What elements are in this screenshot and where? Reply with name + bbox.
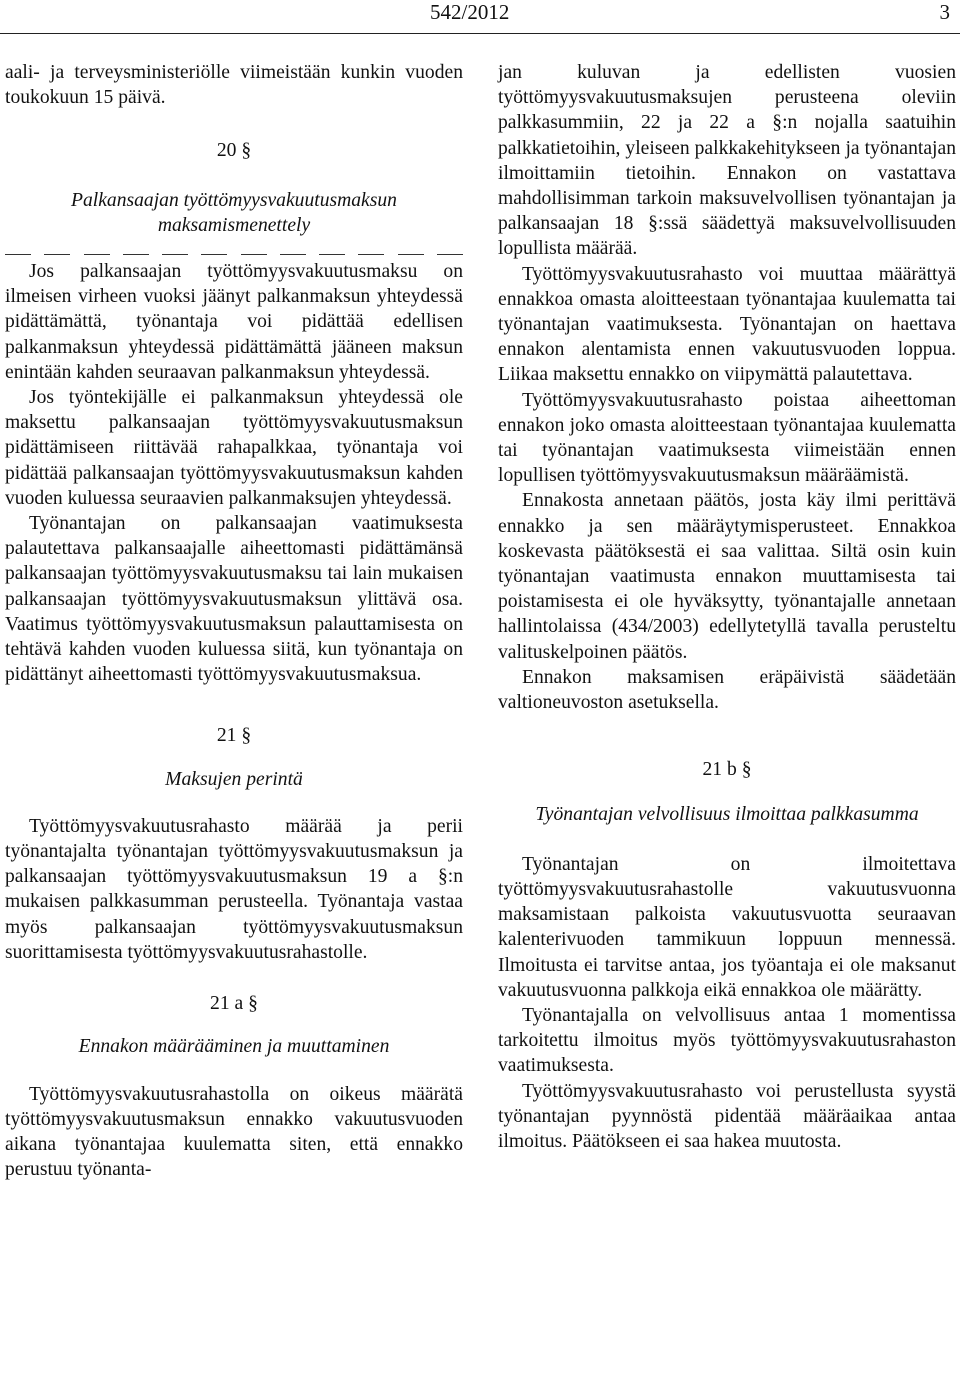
right-column	[498, 60, 956, 1154]
section-21b-paragraph-2: Työnantajalla on velvollisuus antaa 1 momentissa tarkoitettu ilmoitus myös työttömyysvakuutusrahaston vaatimuksesta.	[498, 1004, 956, 1077]
section-20-paragraph-2: Jos työntekijälle ei palkanmaksun yhteydessä ole maksettu palkansaajan työttömyysvakuutusmaksun pidättämiseen riittävää rahapalkkaa, työnantaja voi pidättää palkansaajan työttömyysvakuutusmaksun kahden vuoden kuluessa seuraavien palkanmaksujen yhteydessä.	[5, 387, 463, 509]
left-column	[5, 60, 463, 1182]
header-rule	[0, 33, 960, 34]
page-header	[0, 0, 960, 26]
section-20-paragraph-1: Jos palkansaajan työttömyysvakuutusmaksu on ilmeisen virheen vuoksi jäänyt palkanmaksun yhteydessä pidättämättä, työnantaja voi pidättää edellisen palkanmaksun yhteydessä pidättämättä jääneen maksun enintään kahden seuraavan palkanmaksun yhteydessä.	[5, 261, 463, 383]
continued-paragraph: jan kuluvan ja edellisten vuosien työttömyysvakuutusmaksujen perusteena oleviin palkkasummiin, 22 ja 22 a §:n nojalla saatuihin palkkatietoihin, yleiseen palkkakehitykseen ja työnantajan ilmoittamiin tietoihin. Ennakon on vastattava mahdollisimman tarkoin maksuvelvollisen työnantajan ja palkansaajan 18 §:ssä säädettyä maksuvelvollisuuden lopullista määrää.	[498, 62, 956, 260]
section-21a-paragraph-4: Ennakosta annetaan päätös, josta käy ilmi perittävä ennakko ja sen määräytymisperusteet. Ennakkoa koskevasta päätöksestä ei saa valittaa. Siltä osin kuin työnantajan vaatimusta ennakon muuttamisesta tai poistamisesta ei ole hyväksytty, työnantajalle annetaan hallintolaissa (434/2003) edellytetyllä tavalla perusteltu valituskelpoinen päätös.	[498, 490, 956, 663]
section-21a-paragraph-3: Työttömyysvakuutusrahasto poistaa aiheettoman ennakon joko omasta aloitteestaan työnantajaa kuulematta tai työnantajan vaatimuksesta viimeistään ennen lopullisen työttömyysvakuutusmaksun määräämistä.	[498, 389, 956, 487]
omitted-text-dashes	[5, 254, 463, 255]
section-21a-title: Ennakon määrääminen ja muuttaminen	[78, 1036, 390, 1058]
section-21b-paragraph-3: Työttömyysvakuutusrahasto voi perustellusta syystä työnantajan pyynnöstä pidentää määräaikaa antaa ilmoitus. Päätökseen ei saa hakea muutosta.	[498, 1080, 956, 1152]
section-21-title: Maksujen perintä	[165, 768, 303, 790]
section-21a-paragraph-5: Ennakon maksamisen eräpäivistä säädetään valtioneuvoston asetuksella.	[498, 666, 956, 714]
section-21a-number: 21 a §	[210, 993, 258, 1015]
section-21b-paragraph-1: Työnantajan on ilmoitettava työttömyysvakuutusrahastolle vakuutusvuonna maksamistaan palkoista vakuutusvuotta seuraavan kalenterivuoden tammikuun loppuun mennessä. Ilmoitusta ei tarvitse antaa, jos työantaja ei ole maksanut vakuutusvuonna palkkoja eikä ennakkoa ole määrätty.	[498, 853, 956, 1001]
section-21-paragraph-1: Työttömyysvakuutusrahasto määrää ja perii työnantajalta työnantajan työttömyysvakuutusmaksun ja palkansaajan työttömyysvakuutusmaksun 19 a §:n mukaisen palkkasumman perusteella. Työnantaja vastaa myös palkansaajan työttömyysvakuutusmaksun suorittamisesta työttömyysvakuutusrahastolle.	[5, 815, 463, 963]
intro-paragraph: aali- ja terveysministeriölle viimeistään kunkin vuoden toukokuun 15 päivä.	[5, 62, 463, 109]
section-21b-title: Työnantajan velvollisuus ilmoittaa palkkasumma	[535, 804, 919, 826]
section-21a-paragraph-1: Työttömyysvakuutusrahastolla on oikeus määrätä työttömyysvakuutusmaksun ennakko vakuutusvuoden aikana työnantajaa kuulematta siten, että ennakko perustuu työnanta-	[5, 1083, 463, 1181]
section-21a-paragraph-2: Työttömyysvakuutusrahasto voi muuttaa määrättyä ennakkoa omasta aloitteestaan työnantajaa kuulematta tai työnantajan vaatimuksesta. Työnantajan on haettava ennakon alentamista ennen vakuutusvuoden loppua. Liikaa maksettu ennakko on viipymättä palautettava.	[498, 263, 956, 386]
section-20-paragraph-3: Työnantajan on palkansaajan vaatimuksesta palautettava palkansaajalle aiheettomasti pidättämänsä palkansaajan työttömyysvakuutusmaksu tai lain mukaisen palkansaajan työttömyysvakuutusmaksun ylittävä osa. Vaatimus työttömyysvakuutusmaksun palauttamisesta on tehtävä kahden vuoden kuluessa siitä, kun työnantaja on pidättänyt aiheettomasti työttömyysvakuutusmaksua.	[5, 513, 463, 686]
page-number: 3	[939, 0, 950, 24]
section-21b-number: 21 b §	[702, 759, 752, 781]
section-20-title: Palkansaajan työttömyysvakuutusmaksun maksamismenettely	[71, 189, 397, 236]
section-21-number: 21 §	[216, 725, 252, 747]
section-20-number: 20 §	[216, 140, 252, 162]
statute-number: 542/2012	[430, 0, 510, 24]
